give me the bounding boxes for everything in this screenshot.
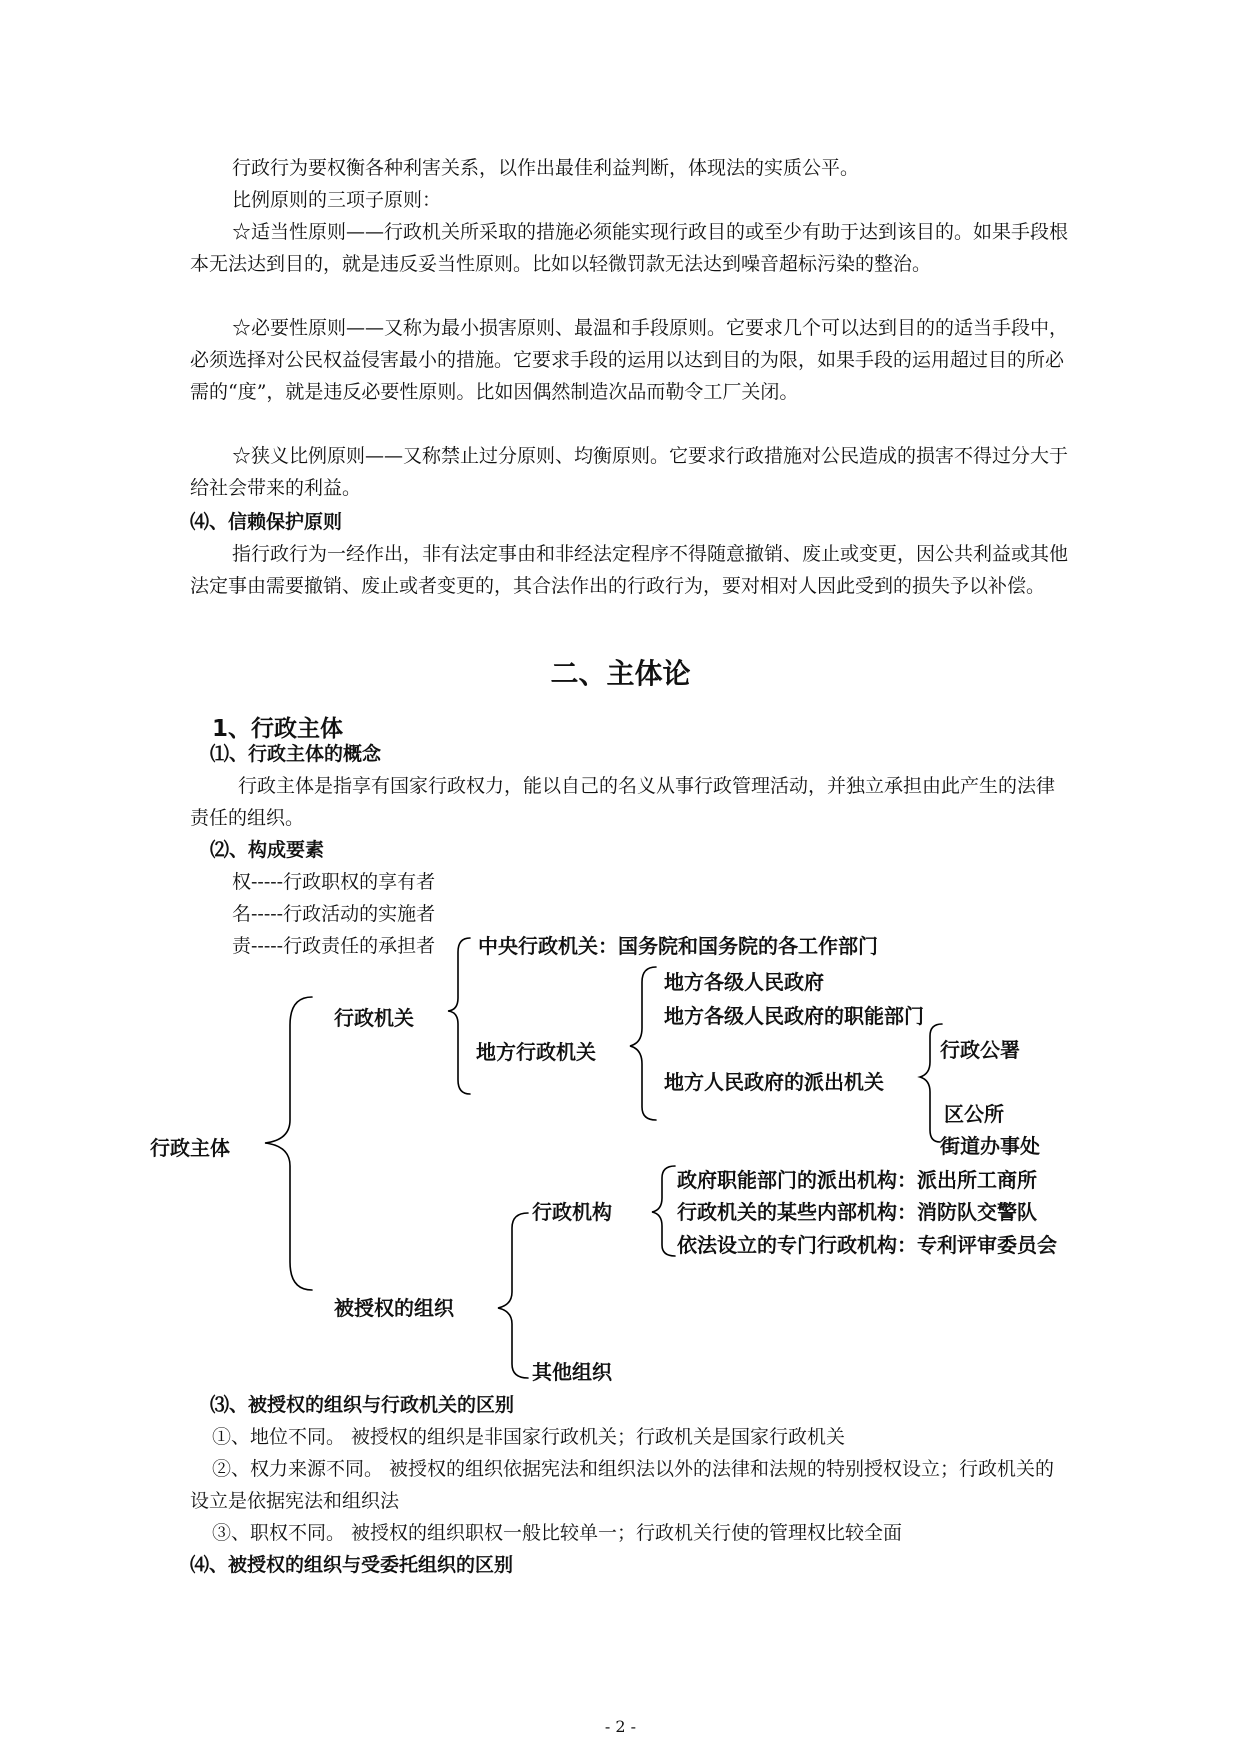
heading-entrusted: ⑷、被授权的组织与受委托组织的区别 bbox=[190, 1554, 514, 1576]
subsection-title: 1、行政主体 bbox=[212, 716, 344, 742]
difference-status: ①、地位不同。 被授权的组织是非国家行政机关；行政机关是国家行政机关 bbox=[212, 1426, 846, 1448]
tree-central: 中央行政机关：国务院和国务院的各工作部门 bbox=[478, 934, 878, 958]
heading-difference: ⑶、被授权的组织与行政机关的区别 bbox=[210, 1394, 515, 1416]
heading-concept: ⑴、行政主体的概念 bbox=[210, 743, 382, 765]
bracket-root bbox=[265, 997, 312, 1290]
paragraph-suitability: ☆适当性原则——行政机关所采取的措施必须能实现行政目的或至少有助于达到该目的。如果手段根本无法达到目的，就是违反妥当性原则。比如以轻微罚款无法达到噪音超标污染的整治。 bbox=[190, 221, 1069, 275]
tree-local-dispatch: 地方人民政府的派出机关 bbox=[664, 1070, 884, 1094]
element-responsibility: 责-----行政责任的承担者 bbox=[232, 935, 436, 957]
tree-local-dept: 地方各级人民政府的职能部门 bbox=[664, 1004, 924, 1028]
difference-power-source: ②、权力来源不同。 被授权的组织依据宪法和组织法以外的法律和法规的特别授权设立；行政机关的设立是依据宪法和组织法 bbox=[190, 1458, 1055, 1512]
element-name: 名-----行政活动的实施者 bbox=[232, 903, 436, 925]
tree-root: 行政主体 bbox=[150, 1136, 230, 1160]
paragraph-subprinciples: 比例原则的三项子原则： bbox=[232, 189, 442, 211]
tree-admin-body: 行政机构 bbox=[532, 1200, 612, 1224]
tree-local: 地方行政机关 bbox=[476, 1040, 596, 1064]
bracket-local bbox=[630, 967, 656, 1120]
paragraph-concept: 行政主体是指享有国家行政权力，能以自己的名义从事行政管理活动，并独立承担由此产生的法律责任的组织。 bbox=[190, 775, 1056, 829]
bracket-authorized bbox=[498, 1213, 528, 1378]
tree-body-special: 依法设立的专门行政机构：专利评审委员会 bbox=[677, 1233, 1057, 1257]
paragraph-intro: 行政行为要权衡各种利害关系，以作出最佳利益判断，体现法的实质公平。 bbox=[232, 157, 860, 179]
bracket-admin-organ bbox=[448, 938, 470, 1094]
tree-admin-organ: 行政机关 bbox=[334, 1006, 414, 1030]
page-number: - 2 - bbox=[604, 1717, 637, 1736]
heading-trust-protection: ⑷、信赖保护原则 bbox=[190, 511, 343, 533]
section-title: 二、主体论 bbox=[550, 657, 691, 690]
tree-body-internal: 行政机关的某些内部机构：消防队交警队 bbox=[677, 1200, 1037, 1224]
difference-authority: ③、职权不同。 被授权的组织职权一般比较单一；行政机关行使的管理权比较全面 bbox=[212, 1522, 903, 1544]
heading-elements: ⑵、构成要素 bbox=[210, 839, 325, 861]
tree-local-gov: 地方各级人民政府 bbox=[664, 970, 824, 994]
tree-authorized: 被授权的组织 bbox=[334, 1296, 454, 1320]
tree-dispatch-office: 行政公署 bbox=[940, 1038, 1020, 1062]
paragraph-proportionality: ☆狭义比例原则——又称禁止过分原则、均衡原则。它要求行政措施对公民造成的损害不得过分大于给社会带来的利益。 bbox=[190, 445, 1069, 499]
tree-subdistrict-office: 街道办事处 bbox=[940, 1134, 1040, 1158]
tree-other: 其他组织 bbox=[532, 1360, 612, 1384]
bracket-dispatch bbox=[920, 1024, 942, 1142]
element-power: 权-----行政职权的享有者 bbox=[232, 871, 436, 893]
tree-district-office: 区公所 bbox=[944, 1102, 1004, 1126]
paragraph-necessity: ☆必要性原则——又称为最小损害原则、最温和手段原则。它要求几个可以达到目的的适当手段中，必须选择对公民权益侵害最小的措施。它要求手段的运用以达到目的为限，如果手段的运用超过目的所必需的“度”，就是违反必要性原则。比如因偶然制造次品而勒令工厂关闭。 bbox=[190, 317, 1069, 403]
bracket-admin-body bbox=[652, 1166, 675, 1256]
paragraph-trust-protection: 指行政行为一经作出，非有法定事由和非经法定程序不得随意撤销、废止或变更，因公共利益或其他法定事由需要撤销、废止或者变更的，其合法作出的行政行为，要对相对人因此受到的损失予以补偿。 bbox=[190, 543, 1069, 597]
tree-body-dispatch: 政府职能部门的派出机构：派出所工商所 bbox=[677, 1168, 1037, 1192]
